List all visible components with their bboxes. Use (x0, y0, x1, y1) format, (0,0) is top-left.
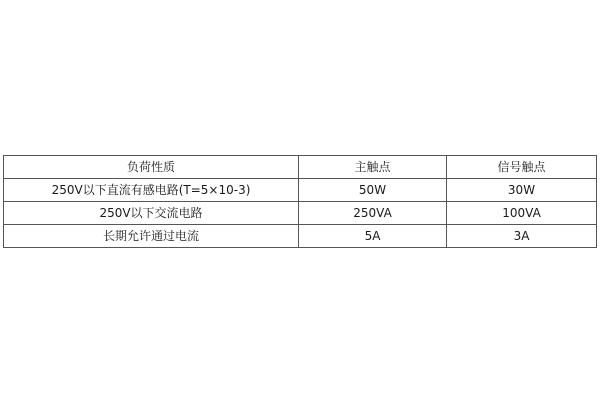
table-header-row (4, 156, 597, 179)
cell-load-nature: 长期允许通过电流 (4, 225, 299, 248)
cell-signal-contact-value: 100VA (447, 202, 597, 225)
table-row (4, 179, 597, 202)
column-header-signal-contact: 信号触点 (447, 156, 597, 179)
contact-rating-table (3, 155, 597, 248)
cell-main-contact-value: 50W (299, 179, 447, 202)
table-row (4, 225, 597, 248)
cell-signal-contact-value: 3A (447, 225, 597, 248)
cell-main-contact-value: 250VA (299, 202, 447, 225)
cell-load-nature: 250V以下交流电路 (4, 202, 299, 225)
cell-load-nature: 250V以下直流有感电路(T=5×10-3) (4, 179, 299, 202)
column-header-load-nature: 负荷性质 (4, 156, 299, 179)
cell-signal-contact-value: 30W (447, 179, 597, 202)
column-header-main-contact: 主触点 (299, 156, 447, 179)
table-row (4, 202, 597, 225)
cell-main-contact-value: 5A (299, 225, 447, 248)
